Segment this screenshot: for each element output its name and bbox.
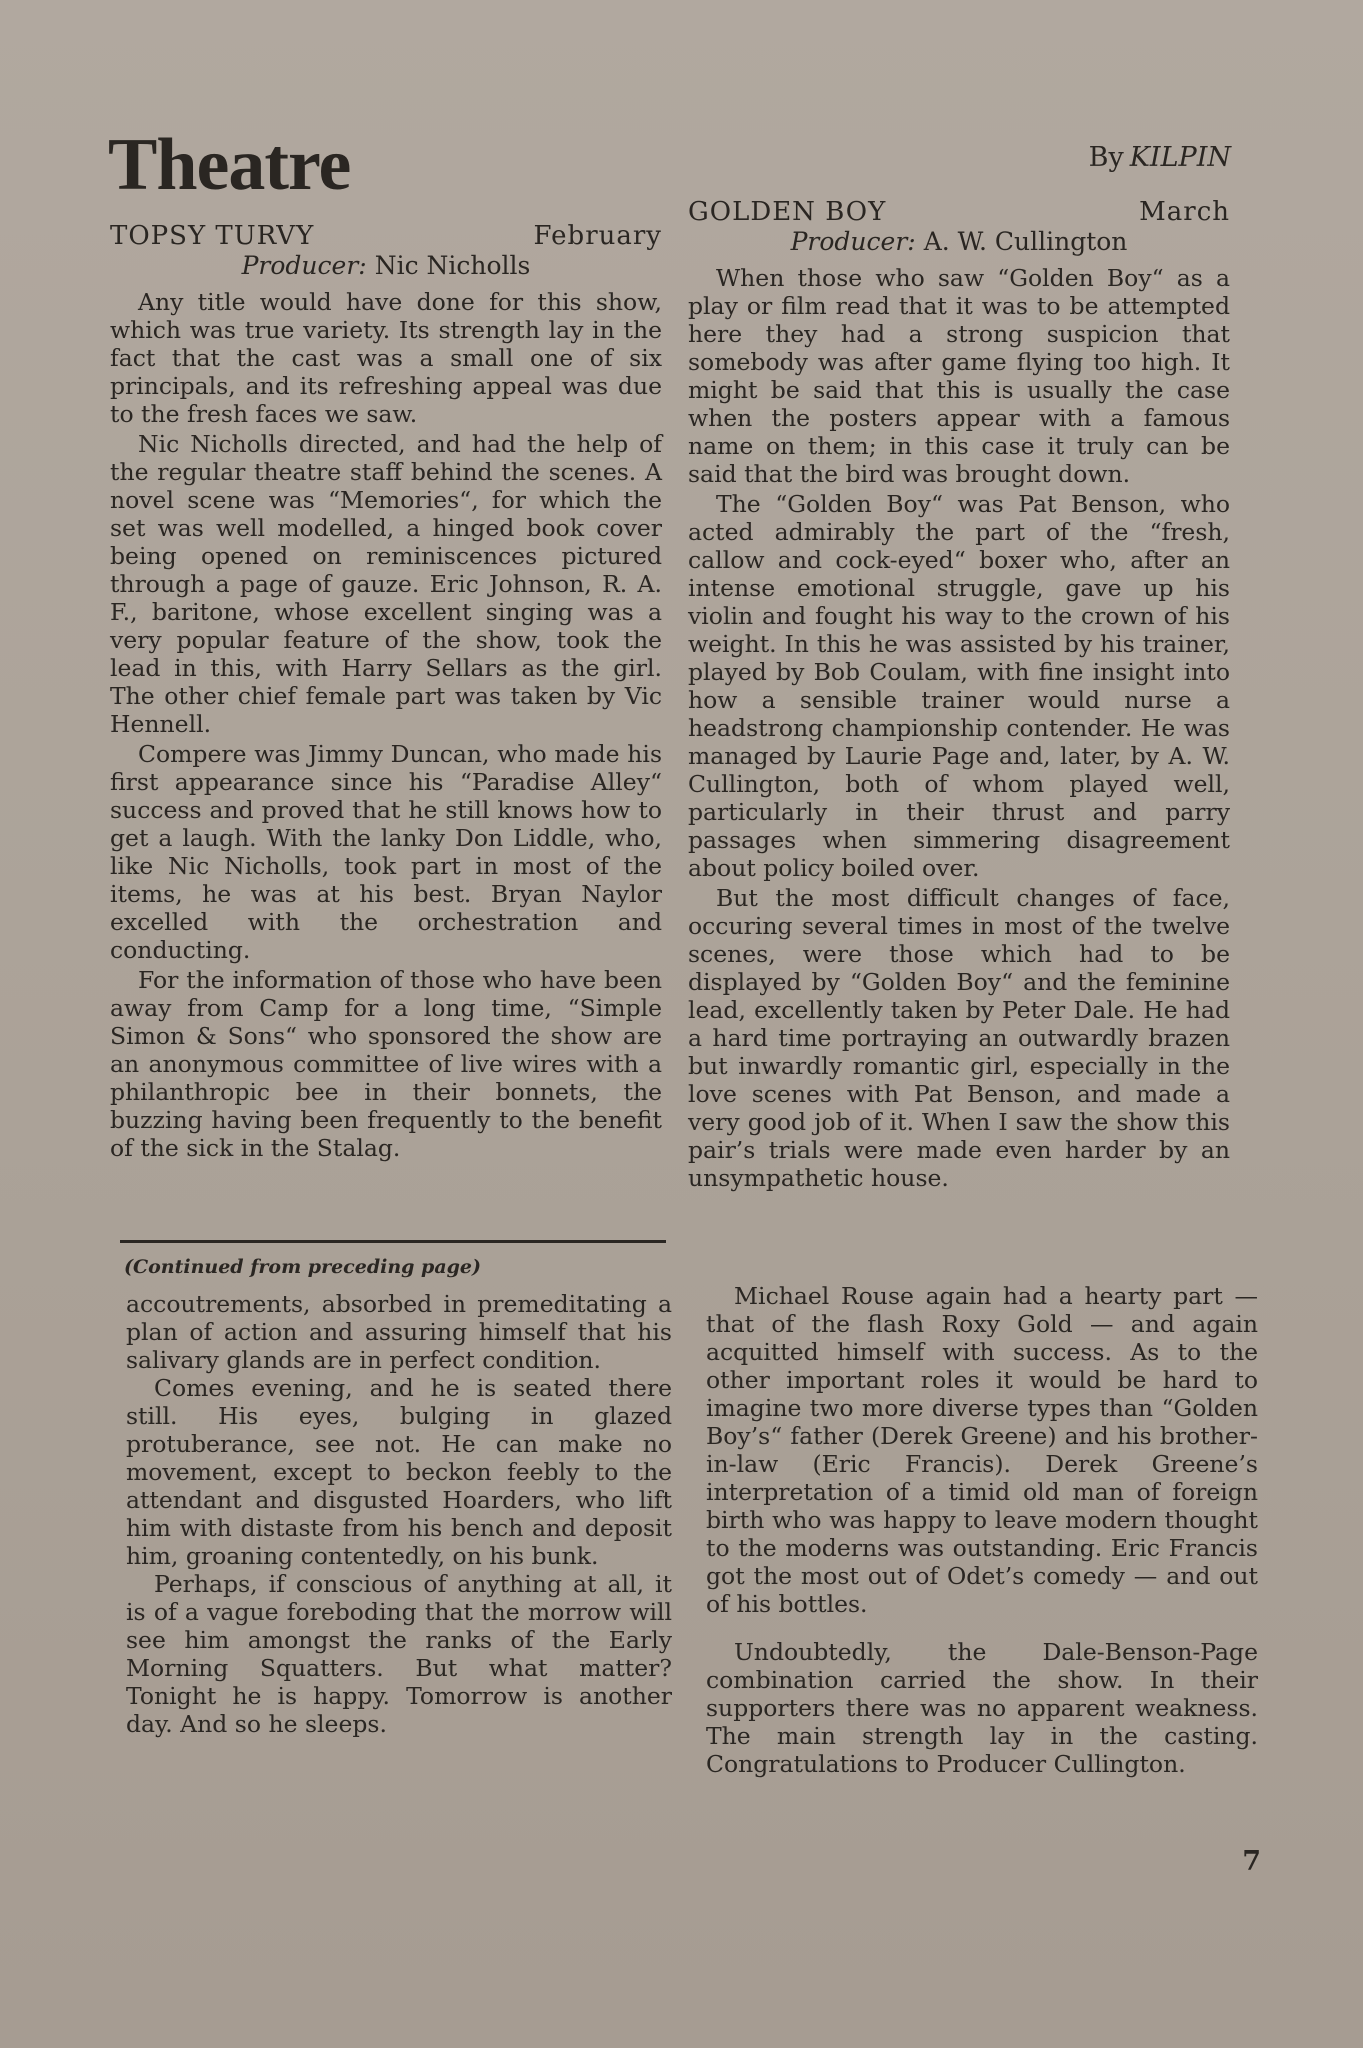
producer-credit [110,252,662,280]
producer-credit [688,228,1230,256]
page-number: 7 [1242,1846,1261,1877]
paragraph: Compere was Jimmy Duncan, who made his first appearance since his “Paradise Alley“ success and proved that he still knows how to get a laugh. With the lanky Don Liddle, who, like Nic Nicholls, took part in most of the items, he was at his best. Bryan Naylor excelled with the orchestration and conducting. [110,740,662,964]
byline [1089,142,1231,173]
byline-prefix: By [1088,142,1124,173]
paragraph: The “Golden Boy“ was Pat Benson, who acted admirably the part of the “fresh, callow and cock-eyed“ boxer who, after an intense emotional struggle, gave up his violin and fought his way to the crown of his weight. In this he was assisted by his trainer, played by Bob Coulam, with fine insight into how a sensible trainer would nurse a headstrong championship contender. He was managed by Laurie Page and, later, by A. W. Cullington, both of whom played well, particularly in their thrust and parry passages when simmering disagreement about policy boiled over. [688,490,1230,882]
byline-author: KILPIN [1129,142,1231,173]
paragraph: When those who saw “Golden Boy“ as a play or film read that it was to be attempted here they had a strong suspicion that somebody was after game flying too high. It might be said that this is usually the case when the posters appear with a famous name on them; in this case it truly can be said that the bird was brought down. [688,264,1230,488]
continued-note: (Continued from preceding page) [124,1256,482,1278]
paragraph: Perhaps, if conscious of anything at all, it is of a vague foreboding that the morrow will see him amongst the ranks of the Early Morning Squatters. But what matter? Tonight he is happy. Tomorrow is another day. And so he sleeps. [126,1570,672,1738]
paragraph: For the information of those who have been away from Camp for a long time, “Simple Simon & Sons“ who sponsored the show are an anonymous committee of live wires with a philanthropic bee in their bonnets, the buzzing having been frequently to the benefit of the sick in the Stalag. [110,966,662,1162]
paragraph: Comes evening, and he is seated there still. His eyes, bulging in glazed protuberance, see not. He can make no movement, except to beckon feebly to the attendant and disgusted Hoarders, who lift him with distaste from his bench and deposit him, groaning contentedly, on his bunk. [126,1374,672,1570]
producer-label: Producer: [790,227,916,256]
article-heading [688,198,1230,226]
divider-rule [120,1240,666,1243]
article-title: TOPSY TURVY [110,221,315,251]
article-golden-boy-continued [706,1282,1258,1778]
continued-article [126,1290,672,1738]
article-golden-boy [688,198,1230,1192]
paragraph: But the most difficult changes of face, occuring several times in most of the twelve scenes, were those which had to be displayed by “Golden Boy“ and the feminine lead, excellently taken by Peter Dale. He had a hard time portraying an outwardly brazen but inwardly romantic girl, especially in the love scenes with Pat Benson, and made a very good job of it. When I saw the show this pair’s trials were made even harder by an unsympathetic house. [688,884,1230,1192]
article-heading [110,222,662,250]
section-title: Theatre [108,124,351,206]
article-title: GOLDEN BOY [688,197,887,227]
paragraph: accoutrements, absorbed in premeditating a plan of action and assuring himself that his salivary glands are in perfect condition. [126,1290,672,1374]
producer-label: Producer: [241,251,367,280]
paragraph: Undoubtedly, the Dale-Benson-Page combination carried the show. In their supporters there was no apparent weakness. The main strength lay in the casting. Congratulations to Producer Cullington. [706,1638,1258,1778]
paragraph: Nic Nicholls directed, and had the help of the regular theatre staff behind the scenes. A novel scene was “Memories“, for which the set was well modelled, a hinged book cover being opened on reminiscences pictured through a page of gauze. Eric Johnson, R. A. F., baritone, whose excellent singing was a very popular feature of the show, took the lead in this, with Harry Sellars as the girl. The other chief female part was taken by Vic Hennell. [110,430,662,738]
article-month: February [533,221,662,251]
paragraph: Michael Rouse again had a hearty part — that of the flash Roxy Gold — and again acquitted himself with success. As to the other important roles it would be hard to imagine two more diverse types than “Golden Boy’s“ father (Derek Greene) and his brother-in-law (Eric Francis). Derek Greene’s interpretation of a timid old man of foreign birth who was happy to leave modern thought to the moderns was outstanding. Eric Francis got the most out of Odet’s comedy — and out of his bottles. [706,1282,1258,1618]
article-topsy-turvy [110,222,662,1162]
producer-name: Nic Nicholls [374,251,531,280]
article-month: March [1139,197,1230,227]
paragraph: Any title would have done for this show, which was true variety. Its strength lay in the fact that the cast was a small one of six principals, and its refreshing appeal was due to the fresh faces we saw. [110,288,662,428]
producer-name: A. W. Cullington [923,227,1128,256]
